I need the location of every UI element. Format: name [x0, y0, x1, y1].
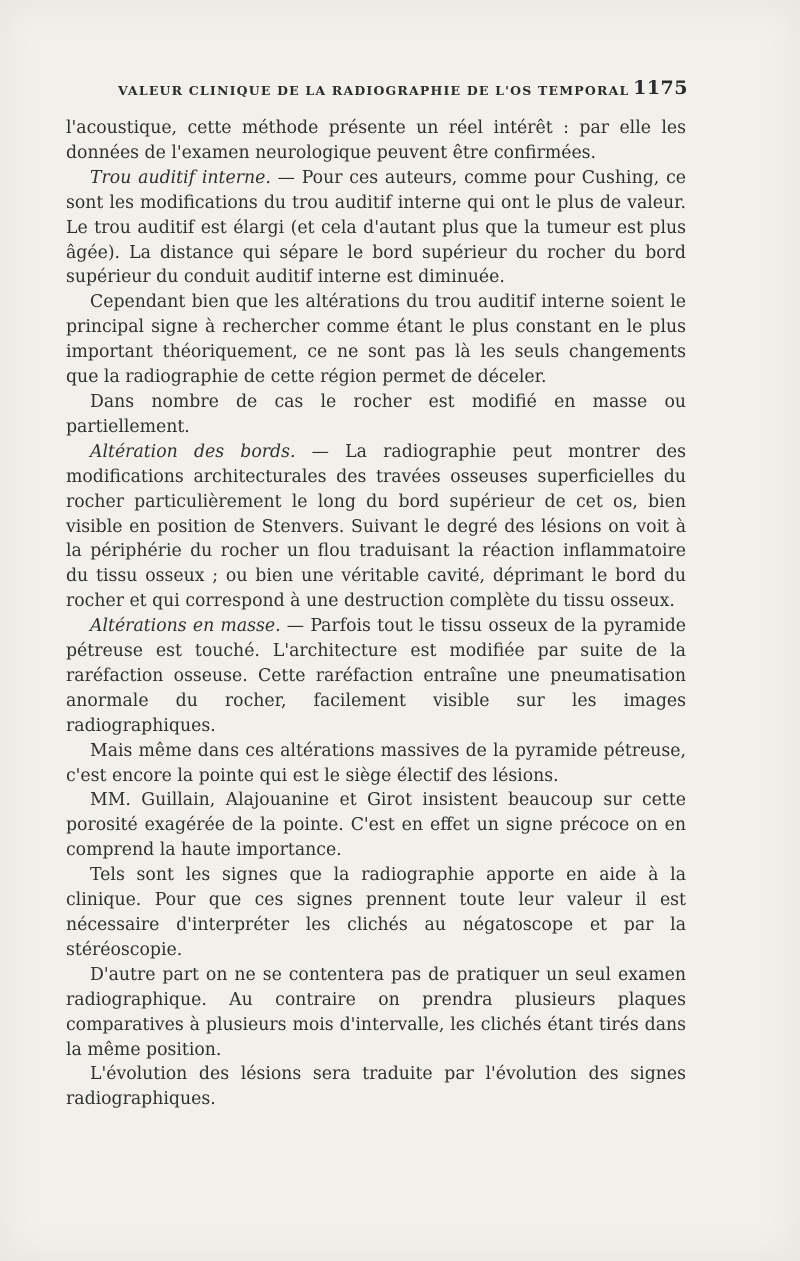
paragraph — [66, 739, 686, 789]
paragraph — [66, 614, 686, 739]
paragraph — [66, 116, 686, 166]
page-header — [92, 74, 692, 106]
section-lead: Trou auditif interne. — [90, 167, 271, 188]
paragraph-text: — La radiographie peut montrer des modifications architecturales des travées osseuses superficielles du rocher particulièrement le long du bord supérieur de cet os, bien visible en position de Stenvers. Suivant le degré des lésions on voit à la périphérie du rocher un flou traduisant la réaction inflammatoire du tissu osseux ; ou bien une véritable cavité, déprimant le bord du rocher et qui correspond à une destruction complète du tissu osseux. — [66, 441, 686, 612]
paragraph-text: l'acoustique, cette méthode présente un réel intérêt : par elle les données de l'examen neurologique peuvent être confirmées. — [66, 118, 686, 163]
paragraph — [66, 390, 686, 440]
paragraph — [66, 788, 686, 863]
body-text — [66, 116, 686, 1112]
section-lead: Altérations en masse. — [90, 616, 281, 637]
page-number: 1175 — [633, 77, 688, 99]
paragraph — [66, 863, 686, 963]
paragraph-text: Tels sont les signes que la radiographie apporte en aide à la clinique. Pour que ces signes prennent toute leur valeur il est nécessaire d'interpréter les clichés au négatoscope et par la stéréoscopie. — [66, 865, 686, 960]
paragraph — [66, 290, 686, 390]
paragraph — [66, 1062, 686, 1112]
paragraph-text: MM. Guillain, Alajouanine et Girot insistent beaucoup sur cette porosité exagérée de la pointe. C'est en effet un signe précoce on en comprend la haute importance. — [66, 790, 686, 861]
paragraph-text: — Pour ces auteurs, comme pour Cushing, ce sont les modifications du trou auditif interne qui ont le plus de valeur. Le trou auditif est élargi (et cela d'autant plus que la tumeur est plus âgée). La distance qui sépare le bord supérieur du rocher du bord supérieur du conduit auditif interne est diminuée. — [66, 167, 686, 288]
paragraph — [66, 166, 686, 291]
paragraph-text: — Parfois tout le tissu osseux de la pyramide pétreuse est touché. L'architecture est modifiée par suite de la raréfaction osseuse. Cette raréfaction entraîne une pneumatisation anormale du rocher, facilement visible sur les images radiographiques. — [66, 616, 686, 736]
section-lead: Altération des bords. — [90, 441, 296, 462]
running-title: VALEUR CLINIQUE DE LA RADIOGRAPHIE DE L'OS TEMPORAL — [118, 83, 630, 98]
paragraph-text: L'évolution des lésions sera traduite par l'évolution des signes radiographiques. — [66, 1064, 686, 1110]
paragraph — [66, 963, 686, 1063]
paragraph-text: Mais même dans ces altérations massives de la pyramide pétreuse, c'est encore la pointe qui est le siège électif des lésions. — [66, 740, 686, 786]
paragraph-text: D'autre part on ne se contentera pas de pratiquer un seul examen radiographique. Au contraire on prendra plusieurs plaques comparatives à plusieurs mois d'intervalle, les clichés étant tirés dans la même position. — [66, 964, 686, 1060]
paragraph-text: Dans nombre de cas le rocher est modifié en masse ou partiellement. — [66, 391, 686, 437]
paragraph — [66, 440, 686, 614]
paragraph-text: Cependant bien que les altérations du trou auditif interne soient le principal signe à rechercher comme étant le plus constant en le plus important théoriquement, ce ne sont pas là les seuls changements que la radiographie de cette région permet de déceler. — [66, 292, 686, 388]
